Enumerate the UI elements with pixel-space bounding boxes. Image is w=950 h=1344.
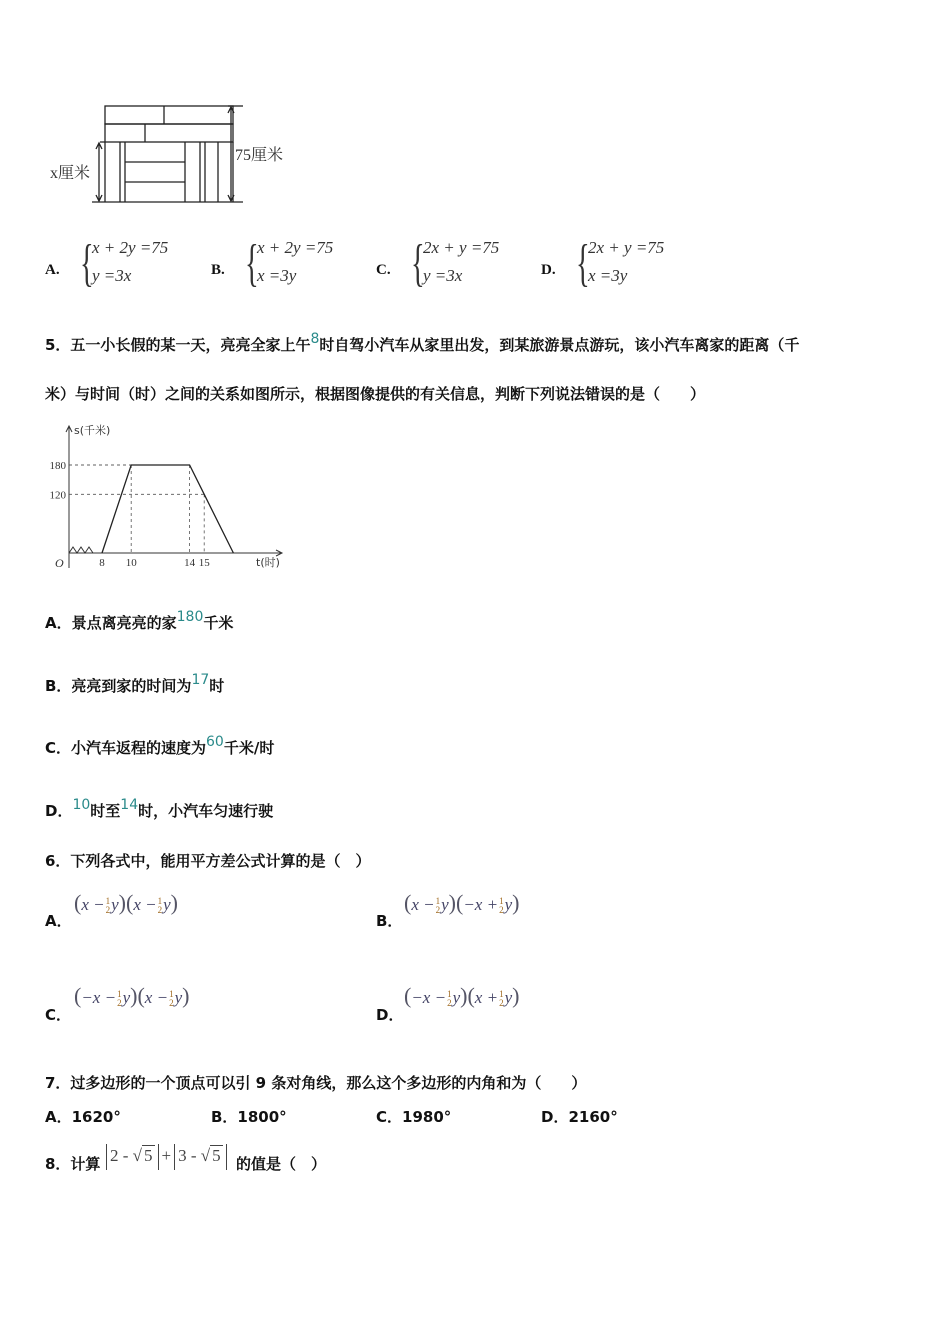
text: D． xyxy=(45,802,73,820)
fraction: 1 2 xyxy=(169,989,174,1009)
q6-option-a-expression[interactable]: (x − 1 2 y)(x − 1 2 y) xyxy=(74,890,178,916)
q4-option-letter[interactable]: D. xyxy=(541,262,556,278)
q5-stem-line2: 米）与时间（时）之间的关系如图所示，根据图像提供的有关信息，判断下列说法错误的是（ ） xyxy=(45,385,706,403)
term: 2 - xyxy=(110,1145,129,1165)
distance-time-chart xyxy=(40,418,300,578)
equation: x + 2y =75 xyxy=(92,238,169,257)
number: 60 xyxy=(206,734,224,750)
text: 时自驾小汽车从家里出发，到某旅游景点游玩，该小汽车离家的距离（千 xyxy=(319,336,800,354)
q5-option-c[interactable] xyxy=(45,734,275,758)
term: y xyxy=(111,895,119,914)
q4-option-d[interactable]: { 2x + y =75 x =3y xyxy=(576,235,665,292)
q8-expression: 2 - √ 5 + 3 - √ 5 xyxy=(103,1144,230,1170)
text: 5．五一小长假的某一天，亮亮全家上午 xyxy=(45,336,311,354)
radicand: 5 xyxy=(144,1145,153,1165)
equation: x =3y xyxy=(588,266,628,285)
y-tick-label: 180 xyxy=(49,460,66,472)
fraction: 1 2 xyxy=(499,989,504,1009)
term: y xyxy=(174,988,183,1007)
fraction: 1 2 xyxy=(447,989,452,1009)
q5-option-b[interactable] xyxy=(45,672,225,696)
term: −x + xyxy=(463,895,499,914)
term: y xyxy=(504,988,513,1007)
q7-option-a[interactable]: A．1620° xyxy=(45,1108,121,1126)
term: 3 - xyxy=(178,1145,197,1165)
q6-option-letter[interactable]: A． xyxy=(45,912,72,930)
y-axis-label: s(千米) xyxy=(74,424,111,437)
q4-option-letter[interactable]: C. xyxy=(376,262,391,278)
equation: 2x + y =75 xyxy=(423,238,500,257)
q6-option-letter[interactable]: B． xyxy=(376,912,403,930)
cabinet-figure xyxy=(48,98,298,216)
text: A．景点离亮亮的家 xyxy=(45,614,177,632)
q7-option-b[interactable]: B．1800° xyxy=(211,1108,287,1126)
term: −x − xyxy=(81,988,117,1007)
equation: y =3x xyxy=(423,266,463,285)
fraction: 1 2 xyxy=(105,896,111,916)
fraction: 1 2 xyxy=(157,896,163,916)
term: y xyxy=(441,895,449,914)
q7-stem: 7．过多边形的一个顶点可以引 9 条对角线，那么这个多边形的内角和为（ ） xyxy=(45,1074,587,1092)
fraction: 1 2 xyxy=(435,896,441,916)
x-tick-label: 8 xyxy=(99,557,105,569)
term: x + xyxy=(474,988,499,1007)
term: y xyxy=(122,988,131,1007)
x-tick-label: 15 xyxy=(198,557,210,569)
number: 17 xyxy=(191,672,210,688)
q4-option-letter[interactable]: A. xyxy=(45,262,60,278)
q5-stem-line1 xyxy=(45,331,800,355)
origin-label: O xyxy=(55,556,64,570)
label-75-cm: 75厘米 xyxy=(235,147,284,164)
term: y xyxy=(163,895,171,914)
q4-option-letter[interactable]: B. xyxy=(211,262,225,278)
q4-option-a[interactable]: { x + 2y =75 y =3x xyxy=(80,235,169,292)
fraction: 1 2 xyxy=(499,896,504,916)
number: 180 xyxy=(176,609,204,625)
label-x-cm: x厘米 xyxy=(50,165,91,182)
q6-option-b-expression[interactable]: (x − 1 2 y)(−x + 1 2 y) xyxy=(404,890,520,916)
number: 14 xyxy=(120,797,139,813)
term: x − xyxy=(144,988,169,1007)
text: 千米 xyxy=(203,614,234,632)
radicand: 5 xyxy=(212,1145,221,1165)
q8-stem xyxy=(45,1153,100,1174)
term: −x − xyxy=(411,988,447,1007)
term: x − xyxy=(411,895,435,914)
equation: x =3y xyxy=(257,266,297,285)
q8-stem-tail: 的值是（ ） xyxy=(236,1155,327,1173)
text: 时 xyxy=(209,677,225,695)
q7-option-c[interactable]: C．1980° xyxy=(376,1108,452,1126)
term: y xyxy=(452,988,461,1007)
q4-option-b[interactable]: { x + 2y =75 x =3y xyxy=(245,235,334,292)
q4-option-c[interactable]: { 2x + y =75 y =3x xyxy=(411,235,500,292)
q6-option-c-expression[interactable]: (−x − 1 2 y)(x − 1 2 y) xyxy=(74,983,190,1009)
q6-option-letter[interactable]: C． xyxy=(45,1006,72,1024)
equation: y =3x xyxy=(92,266,132,285)
text: 时，小汽车匀速行驶 xyxy=(138,802,274,820)
q6-option-d-expression[interactable]: (−x − 1 2 y)(x + 1 2 y) xyxy=(404,983,520,1009)
q5-option-d[interactable] xyxy=(45,797,274,821)
equation: 2x + y =75 xyxy=(588,238,665,257)
number: 10 xyxy=(72,797,91,813)
q7-option-d[interactable]: D．2160° xyxy=(541,1108,618,1126)
axis-break xyxy=(69,547,93,553)
x-axis-label: t(时) xyxy=(256,556,280,569)
y-tick-label: 120 xyxy=(49,489,66,502)
text: 8．计算 xyxy=(45,1155,101,1173)
q6-option-letter[interactable]: D． xyxy=(376,1006,404,1024)
text: B．亮亮到家的时间为 xyxy=(45,677,192,695)
x-tick-label: 10 xyxy=(125,557,137,569)
fraction: 1 2 xyxy=(117,989,122,1009)
series-line xyxy=(102,465,233,553)
equation: x + 2y =75 xyxy=(257,238,334,257)
q6-stem: 6．下列各式中，能用平方差公式计算的是（ ） xyxy=(45,852,371,870)
number: 8 xyxy=(310,331,320,347)
x-tick-label: 14 xyxy=(184,557,196,569)
q5-option-a[interactable] xyxy=(45,609,234,633)
term: x − xyxy=(81,895,105,914)
plus-sign: + xyxy=(161,1145,172,1165)
text: 时至 xyxy=(90,802,121,820)
term: x − xyxy=(133,895,157,914)
term: y xyxy=(504,895,513,914)
text: C．小汽车返程的速度为 xyxy=(45,739,207,757)
text: 千米/时 xyxy=(223,739,275,757)
